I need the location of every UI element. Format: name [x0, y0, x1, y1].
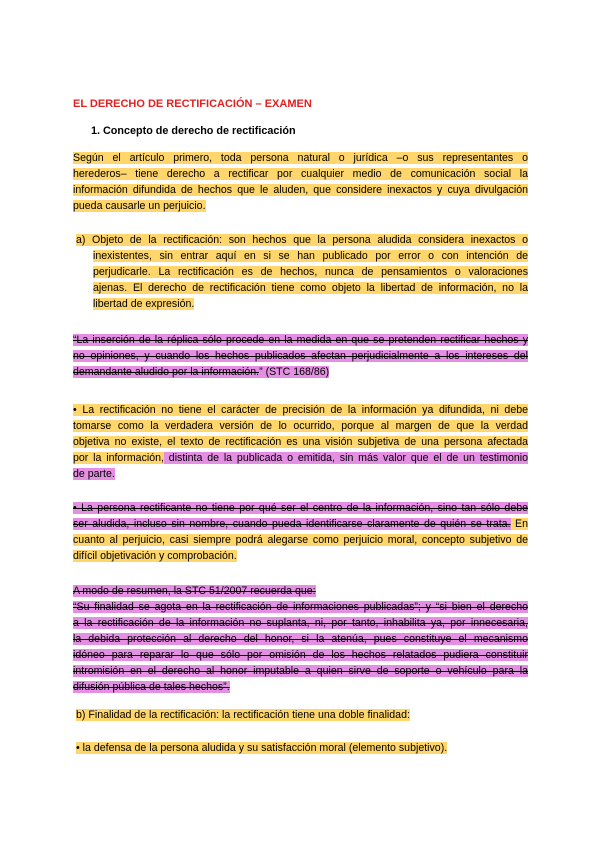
text-line: pueda causarle un perjuicio.: [73, 200, 206, 212]
text-line: la debida protección al derecho del honor, si la atenúa, pues constituye el mecanismo: [73, 633, 528, 645]
text-line: a la rectificación de la información no suplanta, ni, por tanto, inhabilita ya, por innecesaria,: [73, 617, 528, 629]
text-line: herederos– tiene derecho a rectificar por cualquier medio de comunicación social la: [73, 168, 528, 180]
text-line: libertad de expresión.: [93, 298, 195, 310]
quote-stc-168-86: [73, 332, 528, 380]
text-line: información difundida de hechos que le aluden, que considere inexactos y cuya divulgación: [73, 184, 528, 196]
text-line: intromisión en el derecho al honor imputable a quien sirve de soporte o vehículo para la: [73, 665, 528, 677]
text-line: • La rectificación no tiene el carácter de precisión de la información ya difundida, ni debe: [73, 404, 528, 416]
text-line: cuanto al perjuicio, casi siempre podrá alegarse como perjuicio moral, concepto subjetivo de: [73, 534, 528, 546]
doc-title: EL DERECHO DE RECTIFICACIÓN – EXAMEN: [73, 98, 312, 110]
text-line: “Su finalidad se agota en la rectificación de informaciones publicadas”; y “si bien el derecho: [73, 601, 528, 613]
bullet-precision-paragraph: [73, 402, 528, 482]
text-line: “La inserción de la réplica sólo procede en la medida en que se pretenden rectificar hechos y: [73, 334, 528, 346]
item-b-paragraph: b) Finalidad de la rectificación: la rectificación tiene una doble finalidad:: [76, 709, 410, 721]
intro-paragraph: [73, 150, 528, 214]
text-line: objetiva no existe, el texto de rectificación es una visión subjetiva de una persona afectada: [73, 436, 528, 448]
bullet-defensa: • la defensa de la persona aludida y su satisfacción moral (elemento subjetivo).: [76, 742, 448, 754]
section-heading-1: 1. Concepto de derecho de rectificación: [91, 125, 296, 137]
text-line: • La persona rectificante no tiene por qué ser el centro de la información, sino tan sólo debe: [73, 502, 528, 514]
text-line: difusión pública de tales hechos”.: [73, 681, 230, 693]
quote-stc-51-2007: [73, 599, 528, 695]
text-line: no opiniones, y cuando los hechos publicados afectan perjudicialmente a los intereses del: [73, 350, 528, 362]
text-line: demandante aludido por la información.” (STC 168/86): [73, 366, 330, 378]
text-line: tomarse como la verdadera versión de lo ocurrido, porque al margen de que la verdad: [73, 420, 528, 432]
text-line: idóneo para reparar lo que sólo por omisión de los hechos relatados pudiera constituir: [73, 649, 528, 661]
text-line: inexistentes, sin entrar aquí en si se han publicado por error o con intención de: [93, 250, 528, 262]
resumen-intro: A modo de resumen, la STC 51/2007 recuerda que:: [73, 585, 316, 597]
text-line: ajenas. El derecho de rectificación tiene como objeto la libertad de información, no la: [93, 282, 528, 294]
item-a-paragraph: [76, 232, 528, 248]
text-line: por la información, distinta de la publicada o emitida, sin más valor que el de un testimonio: [73, 452, 528, 464]
text-line: de parte.: [73, 468, 115, 480]
text-line: ser aludida, incluso sin nombre, cuando pueda identificarse claramente de quién se trata. En: [73, 518, 528, 530]
text-line: perjudicarle. La rectificación es de hechos, nunca de pensamientos o valoraciones: [93, 266, 528, 278]
text-line: a) Objeto de la rectificación: son hechos que la persona aludida considera inexactos o: [76, 234, 528, 246]
item-a-continuation: [93, 248, 528, 312]
text-line: Según el artículo primero, toda persona natural o jurídica –o sus representantes o: [73, 152, 528, 164]
bullet-rectificante-paragraph: [73, 500, 528, 564]
text-line: difícil objetivación y comprobación.: [73, 550, 237, 562]
